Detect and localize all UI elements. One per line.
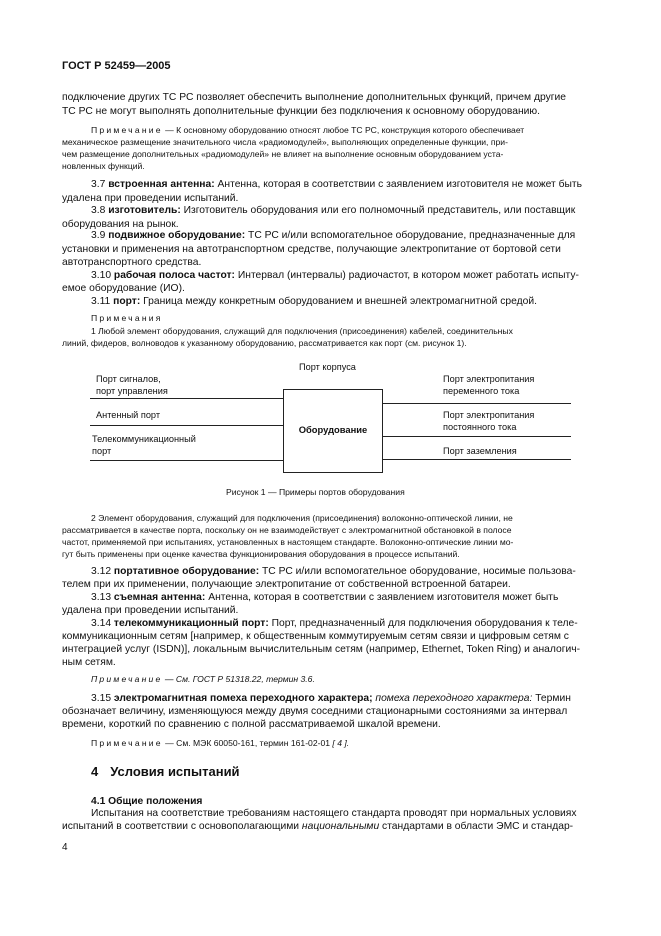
- note-line: новленных функций.: [62, 161, 145, 171]
- note-line: механическое размещение значительного числа «радиомодулей», выполняющих определенные функции, при-: [62, 137, 508, 147]
- paragraph-line: ным сетям.: [62, 657, 116, 668]
- antenna-port-label: Антенный порт: [96, 410, 161, 420]
- figure-caption: Рисунок 1 — Примеры портов оборудования: [226, 487, 405, 497]
- term-title: съемная антенна:: [113, 592, 206, 603]
- signal-port-label: порт управления: [96, 386, 168, 396]
- paragraph-line: телем при их применении, получающие электропитание от собственной встроенной батареи.: [62, 579, 511, 590]
- paragraph-line: емое оборудование (ИО).: [62, 283, 185, 294]
- ground-port-line: [383, 459, 571, 460]
- paragraph-line: Испытания на соответствие требованиям настоящего стандарта проводят при нормальных условиях: [91, 808, 577, 819]
- note-line: линий, фидеров, волноводов к указанному оборудованию, рассматривается как порт (см. рисунок 1).: [62, 338, 467, 348]
- term-title: порт:: [113, 296, 141, 307]
- enclosure-port-label: Порт корпуса: [299, 362, 356, 372]
- term-3-7: 3.7 встроенная антенна: Антенна, которая в соответствии с заявлением изготовителя не может быть: [91, 179, 582, 190]
- notes-label: Примечания: [91, 313, 163, 323]
- term-3-8: 3.8 изготовитель: Изготовитель оборудования или его полномочный представитель, или поставщик: [91, 205, 576, 216]
- ac-port-label: переменного тока: [443, 386, 520, 396]
- term-title: встроенная антенна:: [108, 179, 215, 190]
- note-line: чем размещение дополнительных «радиомодулей» не влияет на выполнение основным оборудованием уста-: [62, 149, 504, 159]
- paragraph-line: ТС РС не могут выполнять дополнительные функции без подключения к основному оборудованию.: [62, 106, 540, 117]
- ac-port-line: [383, 403, 571, 404]
- antenna-port-line: [90, 425, 283, 426]
- note-line: Примечание — См. ГОСТ Р 51318.22, термин 3.6.: [91, 674, 315, 684]
- term-3-15: 3.15 электромагнитная помеха переходного характера; помеха переходного характера: Термин: [91, 693, 571, 704]
- equipment-box: [283, 389, 383, 473]
- paragraph-line: интеграцией услуг (ISDN)], локальным вычислительным сетям (например, Ethernet, Token Ring) и аналогич-: [62, 644, 581, 655]
- dc-port-label: Порт электропитания: [443, 410, 535, 420]
- paragraph-line: удалена при проведении испытаний.: [62, 193, 239, 204]
- note-line: гут быть применены при оценке качества функционирования оборудования в процессе испытаний.: [62, 549, 460, 559]
- paragraph-line: времени, короткий по сравнению с полной рассматриваемой шкалой времени.: [62, 719, 441, 730]
- note-line: 2 Элемент оборудования, служащий для подключения (присоединения) волоконно-оптической линии, не: [91, 513, 513, 523]
- telecom-port-label: порт: [92, 446, 112, 456]
- paragraph-line: удалена при проведении испытаний.: [62, 605, 239, 616]
- term-title: рабочая полоса частот:: [113, 270, 235, 281]
- telecom-port-label: Телекоммуникационный: [92, 434, 196, 444]
- paragraph-line: автотранспортного средства.: [62, 257, 202, 268]
- ground-port-label: Порт заземления: [443, 446, 517, 456]
- paragraph-line: обозначает величину, изменяющуюся между двумя соседними стационарными состояниями за интервал: [62, 706, 568, 717]
- note-label: Примечание: [91, 738, 163, 748]
- note-label: Примечание: [91, 674, 163, 684]
- paragraph-line: оборудования на рынок.: [62, 219, 179, 230]
- standard-header: ГОСТ Р 52459—2005: [62, 60, 171, 72]
- equipment-label: Оборудование: [298, 424, 368, 435]
- note-line: Примечание — См. МЭК 60050-161, термин 161-02-01 [ 4 ].: [91, 738, 350, 748]
- signal-port-label: Порт сигналов,: [96, 374, 161, 384]
- term-3-14: 3.14 телекоммуникационный порт: Порт, предназначенный для подключения оборудования к теле-: [91, 618, 578, 629]
- term-title: подвижное оборудование:: [108, 230, 246, 241]
- term-3-13: 3.13 съемная антенна: Антенна, которая в соответствии с заявлением изготовителя может быть: [91, 592, 559, 603]
- term-3-12: 3.12 портативное оборудование: ТС РС и/или вспомогательное оборудование, носимые пользова-: [91, 566, 576, 577]
- term-3-10: 3.10 рабочая полоса частот: Интервал (интервалы) радиочастот, в котором может работать испыту-: [91, 270, 579, 281]
- note-line: рассматривается в качестве порта, поскольку он не взаимодействует с электромагнитной обстановкой в полосе: [62, 525, 512, 535]
- dc-port-label: постоянного тока: [443, 422, 517, 432]
- term-synonym: помеха переходного характера:: [372, 693, 533, 704]
- term-3-11: 3.11 порт: Граница между конкретным оборудованием и внешней электромагнитной средой.: [91, 296, 537, 307]
- subsection-heading: 4.1 Общие положения: [91, 796, 203, 807]
- signal-port-line: [90, 398, 283, 399]
- paragraph-line: установки и применения на автотранспортном средстве, получающие электропитание от бортовой сети: [62, 244, 561, 255]
- section-heading: 4 Условия испытаний: [91, 764, 240, 779]
- term-title: телекоммуникационный порт:: [113, 618, 269, 629]
- telecom-port-line: [90, 460, 283, 461]
- note-line: 1 Любой элемент оборудования, служащий для подключения (присоединения) кабелей, соединительных: [91, 326, 513, 336]
- term-title: портативное оборудование:: [113, 566, 260, 577]
- page-number: 4: [62, 842, 68, 853]
- note-label: Примечание: [91, 125, 163, 135]
- note-line: Примечание — К основному оборудованию относят любое ТС РС, конструкция которого обеспечивает: [91, 125, 525, 135]
- reference: [ 4 ].: [332, 738, 350, 748]
- paragraph-line: коммуникационным сетям [например, к общественным коммутируемым сетям связи и цифровым сетям с: [62, 631, 569, 642]
- term-3-9: 3.9 подвижное оборудование: ТС РС и/или вспомогательное оборудование, предназначенные для: [91, 230, 576, 241]
- term-title: электромагнитная помеха переходного характера;: [113, 693, 373, 704]
- ac-port-label: Порт электропитания: [443, 374, 535, 384]
- note-line: частот, применяемой при испытаниях, установленных в настоящем стандарте. Волоконно-оптические линии мо-: [62, 537, 514, 547]
- dc-port-line: [383, 436, 571, 437]
- paragraph-line: подключение других ТС РС позволяет обеспечить выполнение дополнительных функций, причем другие: [62, 92, 566, 103]
- term-title: изготовитель:: [108, 205, 181, 216]
- paragraph-line: испытаний в соответствии с основополагающими национальными стандартами в области ЭМС и стандар-: [62, 821, 574, 832]
